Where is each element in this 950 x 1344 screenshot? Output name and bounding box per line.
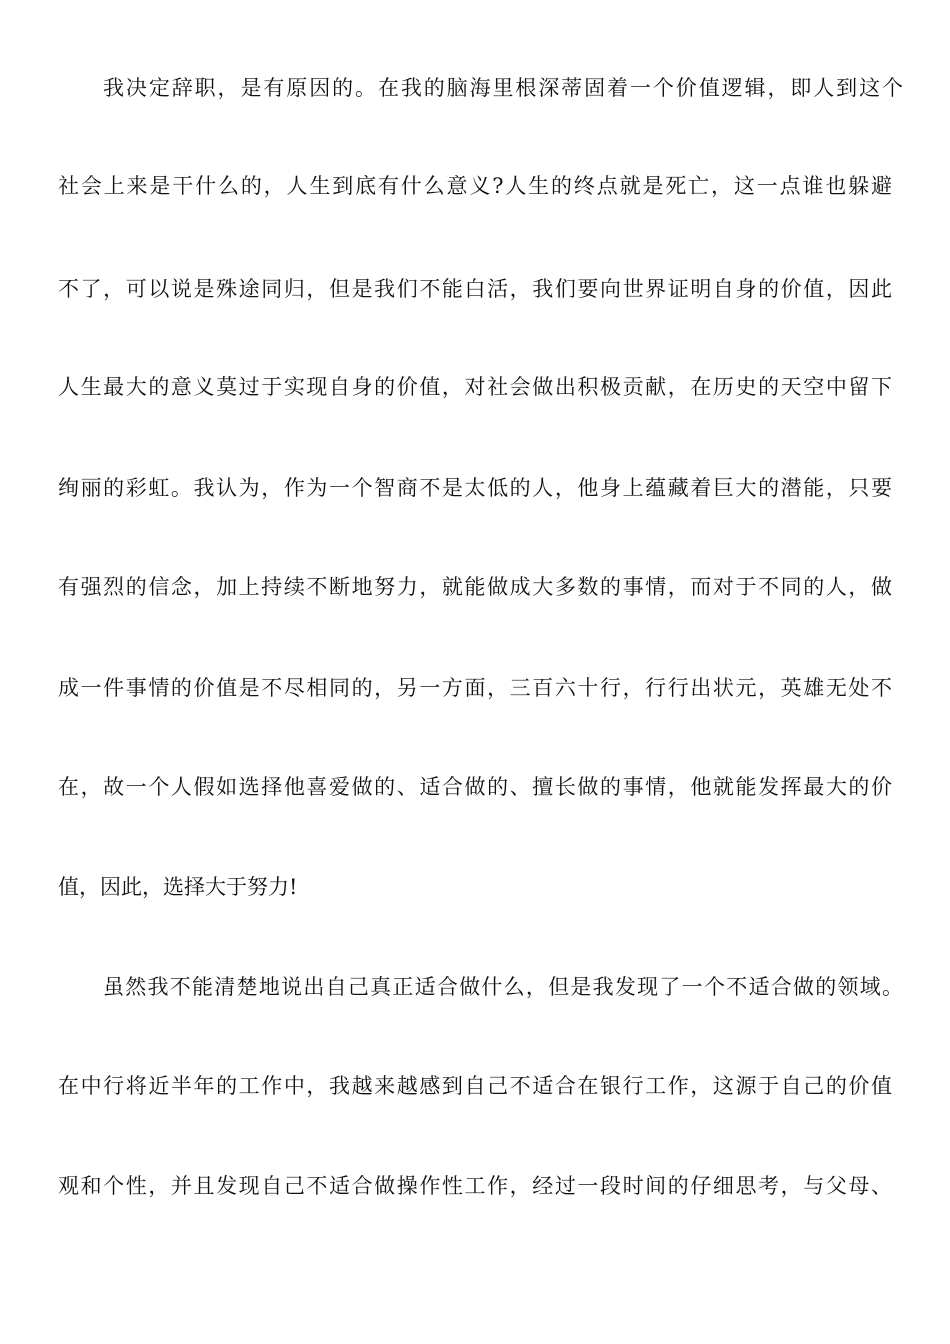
paragraph-1-line-3: 不了，可以说是殊途同归，但是我们不能白活，我们要向世界证明自身的价值，因此 [58, 277, 892, 301]
paragraph-1-line-8: 在，故一个人假如选择他喜爱做的、适合做的、擅长做的事情，他就能发挥最大的价 [58, 775, 892, 799]
paragraph-1-line-7: 成一件事情的价值是不尽相同的，另一方面，三百六十行，行行出状元，英雄无处不 [58, 676, 892, 700]
paragraph-1-line-5: 绚丽的彩虹。我认为，作为一个智商不是太低的人，他身上蕴藏着巨大的潜能，只要 [58, 476, 892, 500]
paragraph-2-line-1: 虽然我不能清楚地说出自己真正适合做什么，但是我发现了一个不适合做的领域。 [103, 975, 903, 999]
paragraph-1-line-4: 人生最大的意义莫过于实现自身的价值，对社会做出积极贡献，在历史的天空中留下 [58, 375, 892, 399]
paragraph-1-line-6: 有强烈的信念，加上持续不断地努力，就能做成大多数的事情，而对于不同的人，做 [58, 575, 892, 599]
paragraph-2-line-3: 观和个性，并且发现自己不适合做操作性工作，经过一段时间的仔细思考，与父母、 [58, 1174, 892, 1198]
paragraph-1-line-9: 值，因此，选择大于努力! [58, 875, 298, 899]
paragraph-1-line-2: 社会上来是干什么的，人生到底有什么意义?人生的终点就是死亡，这一点谁也躲避 [58, 174, 892, 198]
paragraph-2-line-2: 在中行将近半年的工作中，我越来越感到自己不适合在银行工作，这源于自己的价值 [58, 1074, 892, 1098]
paragraph-1-line-1: 我决定辞职，是有原因的。在我的脑海里根深蒂固着一个价值逻辑，即人到这个 [103, 76, 903, 100]
